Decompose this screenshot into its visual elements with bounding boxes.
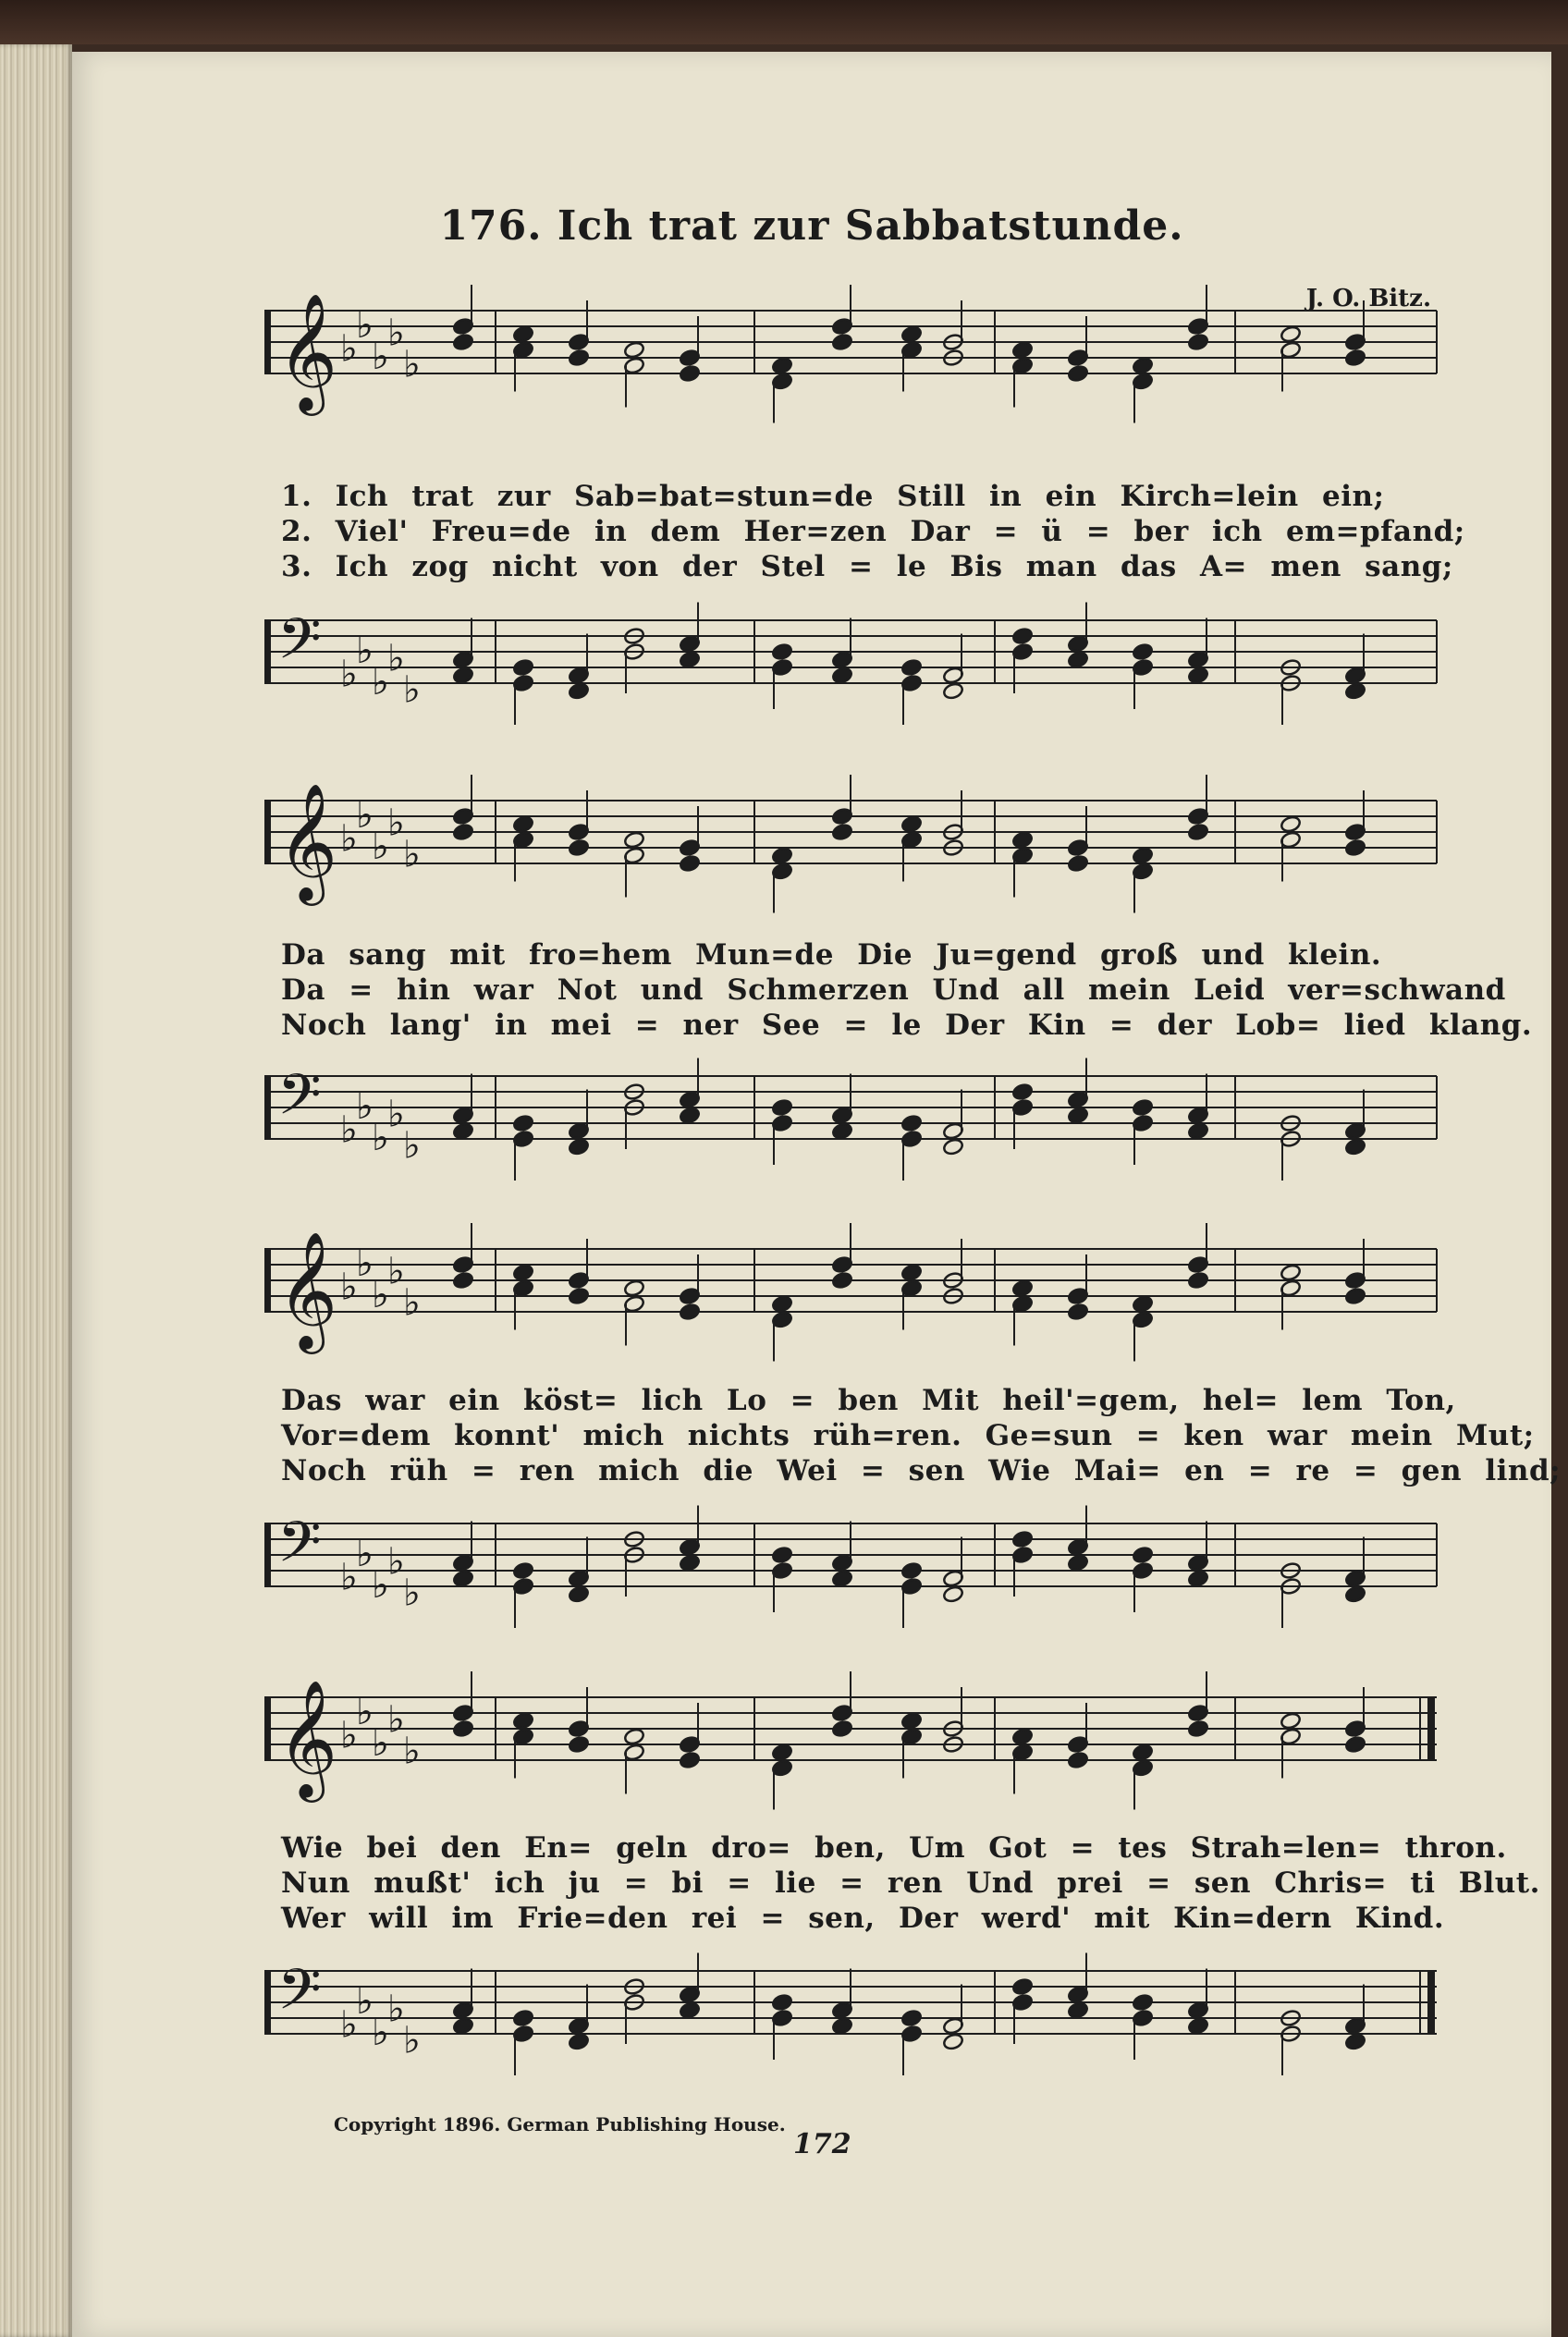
system-bracket	[264, 620, 271, 683]
flat-icon: ♭	[340, 1266, 358, 1309]
notehead	[771, 1546, 793, 1564]
treble-clef-icon: 𝄞	[277, 782, 338, 900]
flat-icon: ♭	[387, 1093, 405, 1136]
notehead	[568, 1585, 590, 1604]
notehead	[771, 642, 793, 661]
bass-staff	[264, 1039, 1440, 1205]
bass-staff	[264, 1487, 1440, 1653]
notehead	[831, 2017, 853, 2036]
notehead	[1011, 627, 1034, 645]
notehead	[512, 658, 534, 677]
flat-icon: ♭	[387, 801, 405, 845]
notehead	[512, 1114, 534, 1132]
notehead	[831, 1570, 853, 1588]
bass-staff	[264, 583, 1440, 750]
system-bracket	[264, 1249, 271, 1312]
lyric-verse-line: Das war ein köst= lich Lo = ben Mit heil'=gem, hel= lem Ton,	[281, 1384, 1456, 1417]
notehead	[1132, 1744, 1154, 1762]
system-bracket	[264, 1971, 271, 2034]
notehead	[1187, 667, 1209, 685]
notehead	[1344, 1138, 1366, 1156]
flat-icon: ♭	[403, 1124, 421, 1168]
notehead	[771, 1744, 793, 1762]
notehead	[1132, 1546, 1154, 1564]
hymnal-page	[72, 52, 1562, 2337]
system-bracket	[264, 1697, 271, 1760]
notehead	[452, 1122, 474, 1141]
notehead	[900, 325, 923, 344]
flat-icon: ♭	[372, 1564, 389, 1607]
notehead	[1344, 682, 1366, 701]
lyrics-block-3	[281, 1383, 1562, 1488]
flat-icon: ♭	[387, 312, 405, 355]
notehead	[679, 651, 701, 669]
flat-icon: ♭	[387, 1988, 405, 2031]
notehead	[1132, 642, 1154, 661]
treble-clef-icon: 𝄞	[277, 1679, 338, 1797]
notehead	[771, 1295, 793, 1314]
treble-clef-icon: 𝄞	[277, 292, 338, 410]
lyric-verse-line: Da = hin war Not und Schmerzen Und all mein Leid ver=schwand	[281, 973, 1506, 1007]
lyrics-block-2	[281, 937, 1533, 1043]
notehead	[942, 682, 964, 701]
flat-icon: ♭	[403, 1281, 421, 1325]
lyric-verse-line: Wie bei den En= geln dro= ben, Um Got = tes Strah=len= thron.	[281, 1831, 1507, 1865]
flat-icon: ♭	[340, 327, 358, 371]
notehead	[679, 1303, 701, 1321]
notehead	[568, 1138, 590, 1156]
notehead	[679, 364, 701, 383]
flat-icon: ♭	[387, 1540, 405, 1584]
notehead	[1280, 815, 1302, 834]
flat-icon: ♭	[356, 1242, 374, 1285]
notehead	[1132, 1098, 1154, 1117]
treble-staff	[264, 1660, 1440, 1845]
bass-staff	[264, 1934, 1440, 2100]
notehead	[1067, 1751, 1089, 1769]
notehead	[568, 1735, 590, 1754]
notehead	[1187, 1719, 1209, 1738]
lyric-verse-line: 2. Viel' Freu=de in dem Her=zen Dar = ü = ber ich em=pfand;	[281, 515, 1465, 548]
notehead	[452, 667, 474, 685]
notehead	[568, 682, 590, 701]
notehead	[512, 2009, 534, 2027]
flat-icon: ♭	[372, 1117, 389, 1159]
lyrics-block-1	[281, 479, 1465, 584]
notehead	[1132, 1993, 1154, 2012]
notehead	[831, 333, 853, 351]
flat-icon: ♭	[387, 1250, 405, 1293]
notehead	[679, 1751, 701, 1769]
notehead	[831, 1271, 853, 1290]
notehead	[452, 1570, 474, 1588]
notehead	[1344, 349, 1366, 367]
flat-icon: ♭	[356, 1533, 374, 1575]
notehead	[1187, 1570, 1209, 1588]
notehead	[1011, 1083, 1034, 1101]
notehead	[1280, 1712, 1302, 1731]
notehead	[1011, 1977, 1034, 1996]
notehead	[452, 2017, 474, 2036]
flat-icon: ♭	[372, 661, 389, 704]
lyric-verse-line: Noch lang' in mei = ner See = le Der Kin = der Lob= lied klang.	[281, 1009, 1533, 1042]
lyric-verse-line: 1. Ich trat zur Sab=bat=stun=de Still in ein Kirch=lein ein;	[281, 480, 1385, 513]
notehead	[452, 1271, 474, 1290]
flat-icon: ♭	[340, 817, 358, 861]
notehead	[1011, 831, 1034, 850]
page-number: 172	[793, 2128, 851, 2160]
notehead	[1187, 823, 1209, 841]
flat-icon: ♭	[403, 2019, 421, 2062]
notehead	[1067, 364, 1089, 383]
notehead	[900, 2009, 923, 2027]
flat-icon: ♭	[403, 343, 421, 386]
notehead	[942, 1585, 964, 1604]
final-barline	[1427, 1697, 1435, 1760]
flat-icon: ♭	[356, 794, 374, 837]
notehead	[900, 815, 923, 834]
notehead	[1187, 2017, 1209, 2036]
notehead	[1280, 1264, 1302, 1282]
notehead	[771, 847, 793, 865]
notehead	[452, 333, 474, 351]
notehead	[1187, 1271, 1209, 1290]
notehead	[771, 357, 793, 375]
notehead	[568, 1287, 590, 1305]
notehead	[1067, 1303, 1089, 1321]
notehead	[831, 1122, 853, 1141]
notehead	[942, 1138, 964, 1156]
notehead	[900, 1712, 923, 1731]
notehead	[623, 1728, 645, 1746]
treble-staff	[264, 764, 1440, 948]
flat-icon: ♭	[356, 630, 374, 672]
notehead	[900, 1114, 923, 1132]
notehead	[623, 341, 645, 360]
notehead	[512, 1561, 534, 1580]
notehead	[900, 1264, 923, 1282]
bass-clef-icon: 𝄢	[277, 1510, 322, 1589]
flat-icon: ♭	[387, 637, 405, 680]
composer-credit: J. O. Bitz.	[1305, 285, 1431, 312]
notehead	[1067, 1107, 1089, 1125]
notehead	[512, 1712, 534, 1731]
notehead	[1187, 1122, 1209, 1141]
treble-staff	[264, 274, 1440, 459]
notehead	[1132, 357, 1154, 375]
page-stack-edges	[0, 44, 72, 2337]
notehead	[1011, 1728, 1034, 1746]
notehead	[623, 831, 645, 850]
notehead	[568, 838, 590, 857]
notehead	[452, 823, 474, 841]
lyric-verse-line: Vor=dem konnt' mich nichts rüh=ren. Ge=sun = ken war mein Mut;	[281, 1419, 1535, 1452]
notehead	[1067, 2001, 1089, 2020]
flat-icon: ♭	[340, 1556, 358, 1599]
notehead	[512, 1264, 534, 1282]
notehead	[1187, 333, 1209, 351]
notehead	[942, 2033, 964, 2051]
copyright-notice: Copyright 1896. German Publishing House.	[334, 2113, 786, 2135]
notehead	[771, 1993, 793, 2012]
final-barline	[1427, 1971, 1435, 2034]
flat-icon: ♭	[340, 2003, 358, 2047]
notehead	[568, 349, 590, 367]
flat-icon: ♭	[403, 1730, 421, 1773]
notehead	[1344, 2033, 1366, 2051]
flat-icon: ♭	[356, 1691, 374, 1733]
flat-icon: ♭	[403, 1572, 421, 1615]
notehead	[831, 823, 853, 841]
treble-staff	[264, 1212, 1440, 1397]
flat-icon: ♭	[372, 826, 389, 868]
notehead	[679, 2001, 701, 2020]
notehead	[1011, 1530, 1034, 1548]
system-bracket	[264, 1076, 271, 1139]
notehead	[1344, 1735, 1366, 1754]
flat-icon: ♭	[372, 2012, 389, 2054]
notehead	[831, 667, 853, 685]
system-bracket	[264, 1523, 271, 1586]
notehead	[1344, 838, 1366, 857]
flat-icon: ♭	[356, 1980, 374, 2023]
notehead	[1344, 1287, 1366, 1305]
flat-icon: ♭	[387, 1698, 405, 1742]
lyric-verse-line: Wer will im Frie=den rei = sen, Der werd' mit Kin=dern Kind.	[281, 1902, 1445, 1935]
bass-clef-icon: 𝄢	[277, 1062, 322, 1142]
lyric-verse-line: Noch rüh = ren mich die Wei = sen Wie Mai= en = re = gen lind;	[281, 1454, 1562, 1487]
flat-icon: ♭	[356, 304, 374, 347]
treble-clef-icon: 𝄞	[277, 1230, 338, 1349]
notehead	[771, 1098, 793, 1117]
book-cover-edge	[0, 0, 1568, 44]
flat-icon: ♭	[372, 1274, 389, 1316]
flat-icon: ♭	[403, 833, 421, 876]
notehead	[1067, 1554, 1089, 1572]
notehead	[1344, 1585, 1366, 1604]
notehead	[1011, 341, 1034, 360]
notehead	[512, 325, 534, 344]
lyric-verse-line: Da sang mit fro=hem Mun=de Die Ju=gend groß und klein.	[281, 938, 1382, 972]
notehead	[1067, 651, 1089, 669]
notehead	[1067, 854, 1089, 873]
flat-icon: ♭	[340, 1714, 358, 1757]
flat-icon: ♭	[340, 653, 358, 696]
flat-icon: ♭	[340, 1108, 358, 1152]
notehead	[679, 1554, 701, 1572]
notehead	[679, 854, 701, 873]
notehead	[568, 2033, 590, 2051]
lyrics-block-4	[281, 1830, 1540, 1936]
system-bracket	[264, 801, 271, 863]
hymn-title: 176. Ich trat zur Sabbatstunde.	[439, 202, 1184, 250]
notehead	[831, 1719, 853, 1738]
notehead	[512, 815, 534, 834]
flat-icon: ♭	[372, 336, 389, 378]
notehead	[679, 1107, 701, 1125]
lyric-verse-line: 3. Ich zog nicht von der Stel = le Bis man das A= men sang;	[281, 550, 1453, 583]
flat-icon: ♭	[403, 668, 421, 712]
flat-icon: ♭	[356, 1085, 374, 1128]
bass-clef-icon: 𝄢	[277, 606, 322, 686]
notehead	[1132, 847, 1154, 865]
notehead	[900, 658, 923, 677]
lyric-verse-line: Nun mußt' ich ju = bi = lie = ren Und prei = sen Chris= ti Blut.	[281, 1866, 1540, 1900]
notehead	[1280, 325, 1302, 344]
bass-clef-icon: 𝄢	[277, 1957, 322, 2037]
flat-icon: ♭	[372, 1722, 389, 1765]
notehead	[623, 1279, 645, 1298]
notehead	[1011, 1279, 1034, 1298]
notehead	[900, 1561, 923, 1580]
notehead	[1132, 1295, 1154, 1314]
system-bracket	[264, 311, 271, 373]
notehead	[452, 1719, 474, 1738]
